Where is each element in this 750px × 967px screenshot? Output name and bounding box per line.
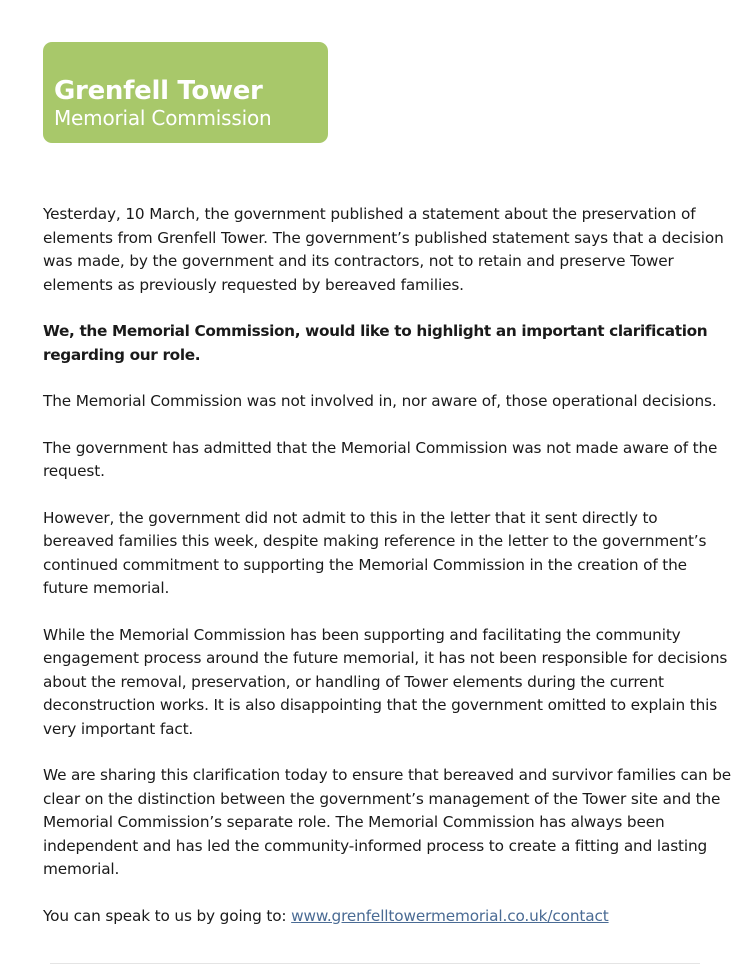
paragraph-not-involved: The Memorial Commission was not involved in, nor aware of, those operational decisions. [43,392,717,410]
contact-link[interactable]: www.grenfelltowermemorial.co.uk/contact [291,906,609,925]
logo-subtitle: Memorial Commission [54,106,272,130]
paragraph-government-admitted: The government has admitted that the Memorial Commission was not made aware of the request. [43,438,718,480]
paragraph-commission-role: While the Memorial Commission has been supporting and facilitating the community engagement process around the future memorial, it has not been responsible for decisions about the removal, preservation, or handling of Tower elements during the current deconstruction works. It is also disappointing that the government omitted to explain this very important fact. [43,625,728,738]
paragraph-letter-to-families: However, the government did not admit to this in the letter that it sent directly to bereaved families this week, despite making reference in the letter to the government’s continued commitment to supporting the Memorial Commission in the creation of the future memorial. [43,508,707,597]
statement-body [43,203,733,951]
logo-title: Grenfell Tower [54,76,263,106]
paragraph-clarification-heading: We, the Memorial Commission, would like to highlight an important clarification regarding our role. [43,322,708,364]
paragraph-statement-intro: Yesterday, 10 March, the government published a statement about the preservation of elements from Grenfell Tower. The government’s published statement says that a decision was made, by the government and its contractors, not to retain and preserve Tower elements as previously requested by bereaved families. [43,205,724,294]
contact-prefix: You can speak to us by going to: [43,906,292,925]
memorial-commission-logo [43,42,328,143]
footer-divider [50,963,700,964]
paragraph-contact [43,905,733,929]
paragraph-sharing-clarification: We are sharing this clarification today to ensure that bereaved and survivor families can be clear on the distinction between the government’s management of the Tower site and the Memorial Commission’s separate role. The Memorial Commission has always been independent and has led the community-informed process to create a fitting and lasting memorial. [43,766,732,878]
